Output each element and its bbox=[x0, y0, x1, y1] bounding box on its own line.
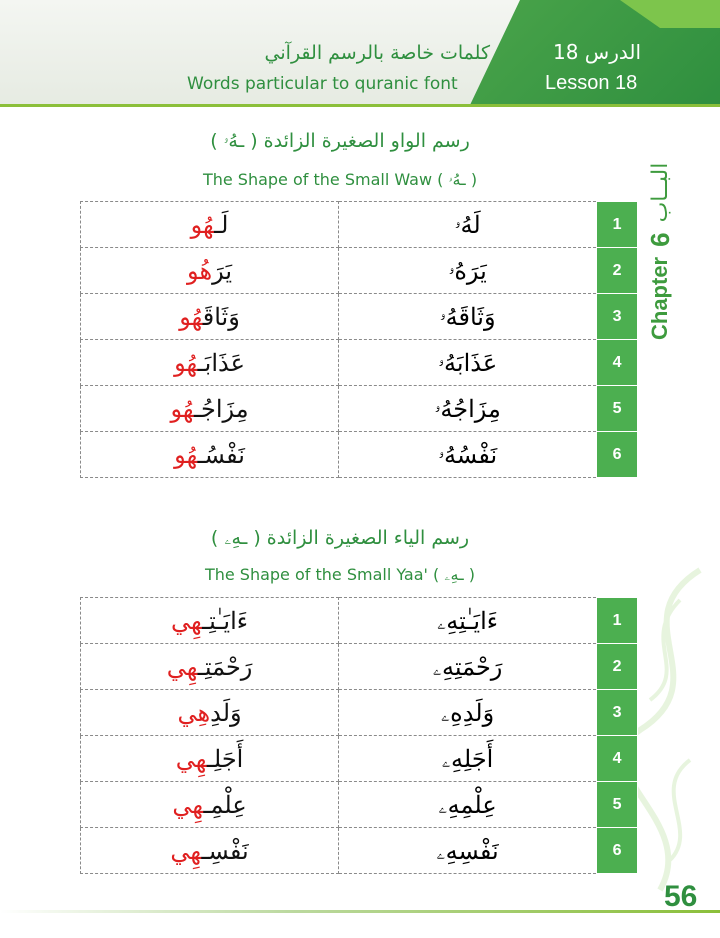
word-quranic-form: رَحْمَتِهِۦ bbox=[339, 644, 597, 690]
word-full-form: وَلَدِهِي bbox=[81, 690, 339, 736]
chapter-label bbox=[638, 150, 682, 340]
table-row bbox=[81, 736, 638, 782]
section-1-title-english: The Shape of the Small Waw ( ـهُۥ ) bbox=[202, 170, 478, 189]
word-full-form: وَثَاقَهُو bbox=[81, 294, 339, 340]
table-row bbox=[81, 690, 638, 736]
word-full-form: عِلْمِـهِي bbox=[81, 782, 339, 828]
word-quranic-form: أَجَلِهِۦ bbox=[339, 736, 597, 782]
word-full-form: لَـهُو bbox=[81, 202, 339, 248]
table-row bbox=[81, 432, 638, 478]
row-number: 5 bbox=[597, 386, 638, 432]
row-number: 6 bbox=[597, 432, 638, 478]
word-full-form: نَفْسُـهُو bbox=[81, 432, 339, 478]
table-row bbox=[81, 294, 638, 340]
table-row bbox=[81, 202, 638, 248]
page-number: 56 bbox=[664, 880, 698, 913]
word-quranic-form: مِزَاجُهُۥ bbox=[339, 386, 597, 432]
word-quranic-form: وَثَاقَهُۥ bbox=[339, 294, 597, 340]
table-row bbox=[81, 782, 638, 828]
row-number: 1 bbox=[597, 598, 638, 644]
word-quranic-form: ءَايَـٰتِهِۦ bbox=[339, 598, 597, 644]
row-number: 2 bbox=[597, 248, 638, 294]
row-number: 4 bbox=[597, 340, 638, 386]
chapter-label-english: Chapter bbox=[647, 256, 672, 340]
section-2-title-english: The Shape of the Small Yaa' ( ـهِۦ ) bbox=[204, 565, 476, 584]
word-quranic-form: يَرَهُۥ bbox=[339, 248, 597, 294]
row-number: 6 bbox=[597, 828, 638, 874]
word-full-form: يَرَهُو bbox=[81, 248, 339, 294]
table-row bbox=[81, 828, 638, 874]
row-number: 3 bbox=[597, 690, 638, 736]
word-quranic-form: عَذَابَهُۥ bbox=[339, 340, 597, 386]
lesson-title-arabic: كلمات خاصة بالرسم القرآني bbox=[264, 42, 490, 64]
word-quranic-form: عِلْمِهِۦ bbox=[339, 782, 597, 828]
table-row bbox=[81, 598, 638, 644]
table-row bbox=[81, 248, 638, 294]
word-quranic-form: نَفْسِهِۦ bbox=[339, 828, 597, 874]
row-number: 2 bbox=[597, 644, 638, 690]
footer-divider bbox=[0, 910, 720, 913]
lesson-number-arabic: الدرس 18 bbox=[553, 40, 642, 64]
word-full-form: أَجَلِـهِي bbox=[81, 736, 339, 782]
chapter-number: 6 bbox=[644, 232, 675, 247]
row-number: 5 bbox=[597, 782, 638, 828]
word-full-form: ءَايَـٰتِـهِي bbox=[81, 598, 339, 644]
word-full-form: رَحْمَتِـهِي bbox=[81, 644, 339, 690]
section-1-table bbox=[80, 201, 638, 478]
word-full-form: نَفْسِـهِي bbox=[81, 828, 339, 874]
section-2-table bbox=[80, 597, 638, 874]
section-1-title-arabic: رسم الواو الصغيرة الزائدة ( ـهُۥ ) bbox=[210, 130, 470, 152]
table-row bbox=[81, 644, 638, 690]
word-full-form: مِزَاجُـهُو bbox=[81, 386, 339, 432]
table-row bbox=[81, 386, 638, 432]
lesson-title-english: Words particular to quranic font bbox=[187, 74, 458, 94]
row-number: 1 bbox=[597, 202, 638, 248]
word-quranic-form: لَهُۥ bbox=[339, 202, 597, 248]
table-row bbox=[81, 340, 638, 386]
row-number: 4 bbox=[597, 736, 638, 782]
chapter-label-arabic: البــاب bbox=[647, 162, 673, 223]
word-quranic-form: وَلَدِهِۦ bbox=[339, 690, 597, 736]
word-quranic-form: نَفْسُهُۥ bbox=[339, 432, 597, 478]
lesson-number-english: Lesson 18 bbox=[545, 72, 638, 94]
row-number: 3 bbox=[597, 294, 638, 340]
word-full-form: عَذَابَـهُو bbox=[81, 340, 339, 386]
header-divider bbox=[0, 104, 720, 107]
section-2-title-arabic: رسم الياء الصغيرة الزائدة ( ـهِۦ ) bbox=[210, 527, 470, 549]
